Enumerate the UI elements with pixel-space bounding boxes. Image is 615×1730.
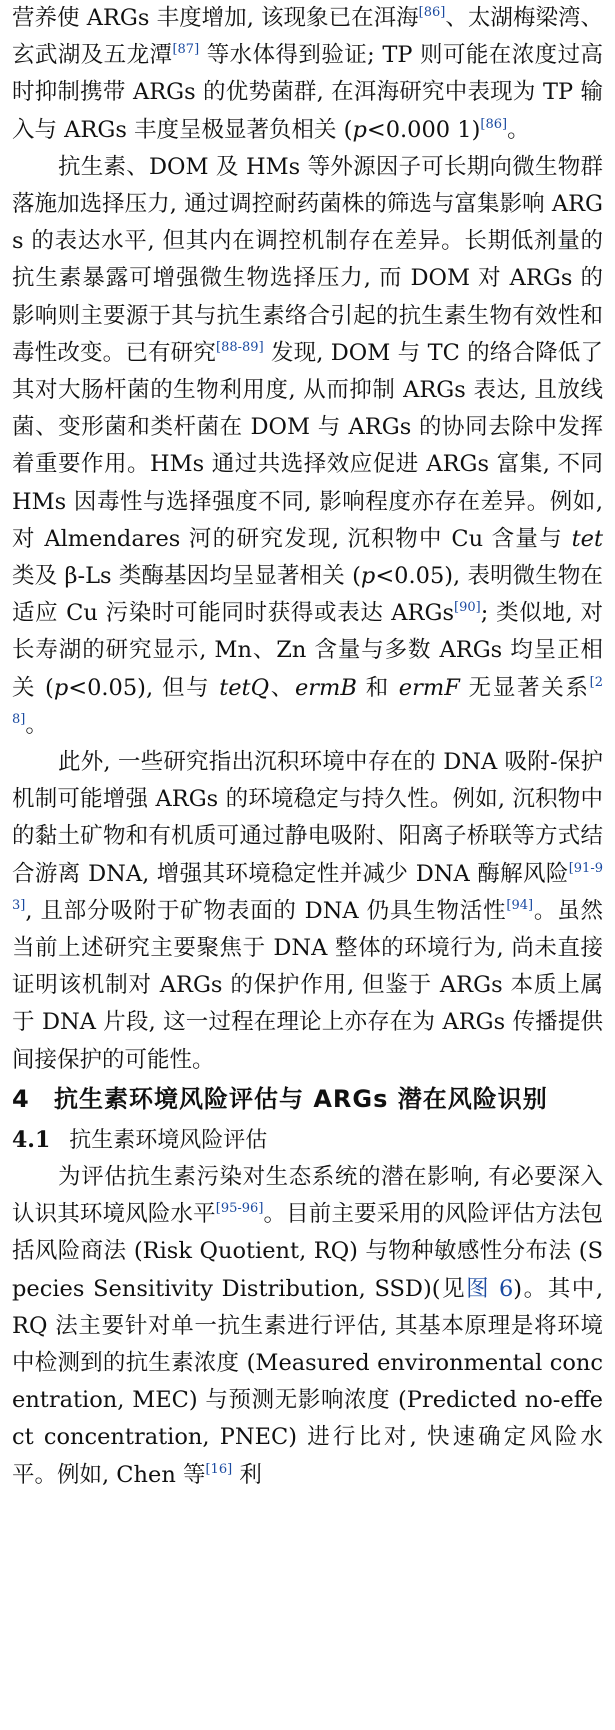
text-run: 。 (25, 711, 48, 738)
paragraph (12, 744, 603, 1079)
text-run: 。虽然当前上述研究主要聚焦于 DNA 整体的环境行为, 尚未直接证明该机制对 ARGs 的保护作用, 但鉴于 ARGs 本质上属于 DNA 片段, 这一过程在理论上亦存在为 ARGs 传播提供间接保护的可能性。 (12, 897, 603, 1073)
text-run: )。其中, RQ 法主要针对单一抗生素进行评估, 其基本原理是将环境中检测到的抗生素浓度 (Measured environmental concentration, MEC) 与预测无影响浓度 (Predicted no-effect concentration, PNEC) 进行比对, 快速确定风险水平。例如, Chen 等 (12, 1275, 603, 1488)
text-run: 、 (269, 674, 295, 701)
citation-ref[interactable]: [28] (12, 674, 603, 727)
text-run: ; 类似地, 对长寿湖的研究显示, Mn、Zn 含量与多数 ARGs 均呈正相关 ( (12, 600, 603, 701)
text-run: 利 (232, 1461, 262, 1488)
text-run: 发现, DOM 与 TC 的络合降低了其对大肠杆菌的生物利用度, 从而抑制 ARGs 表达, 且放线菌、变形菌和类杆菌在 DOM 与 ARGs 的协同去除中发挥着重要作用。HMs 通过共选择效应促进 ARGs 富集, 不同 HMs 因毒性与选择强度不同, 影响程度亦存在差异。例如, 对 Almendares 河的研究发现, 沉积物中 Cu 含量与 (12, 339, 603, 552)
italic-term: tet (571, 525, 603, 552)
figure-ref[interactable]: 图 6 (466, 1275, 514, 1302)
text-run: 为评估抗生素污染对生态系统的潜在影响, 有必要深入认识其环境风险水平 (12, 1163, 603, 1228)
text-run: <0.000 1) (366, 116, 481, 143)
italic-term: ermF (398, 674, 460, 701)
citation-ref[interactable]: [16] (205, 1461, 233, 1477)
paragraph (12, 0, 603, 149)
citation-ref[interactable]: [90] (454, 600, 481, 616)
paragraph (12, 149, 603, 744)
subsection-number: 4.1 (12, 1126, 51, 1153)
italic-term: p (53, 674, 69, 701)
citation-ref[interactable]: [87] (172, 42, 200, 58)
subsection-title: 抗生素环境风险评估 (69, 1127, 268, 1153)
text-run: 无显著关系 (459, 674, 590, 701)
citation-ref[interactable]: [86] (418, 5, 446, 20)
text-run: 等水体得到验证; TP 则可能在浓度过高时抑制携带 ARGs 的优势菌群, 在洱海研究中表现为 TP 输入与 ARGs 丰度呈极显著负相关 ( (12, 42, 603, 143)
subsection-heading (12, 1122, 603, 1159)
text-run: 。 (507, 116, 530, 143)
italic-term: p (360, 563, 376, 590)
citation-ref[interactable]: [86] (480, 116, 508, 132)
text-run: 营养使 ARGs 丰度增加, 该现象已在洱海 (12, 5, 419, 31)
citation-ref[interactable]: [95-96] (215, 1201, 264, 1217)
text-run: 类及 β-Ls 类酶基因均呈显著相关 ( (12, 563, 361, 590)
text-run: 抗生素、DOM 及 HMs 等外源因子可长期向微生物群落施加选择压力, 通过调控耐药菌株的筛选与富集影响 ARGs 的表达水平, 但其内在调控机制存在差异。长期低剂量的抗生素暴露可增强微生物选择压力, 而 DOM 对 ARGs 的影响则主要源于其与抗生素络合引起的抗生素生物有效性和毒性改变。已有研究 (12, 153, 603, 366)
italic-term: p (352, 116, 367, 143)
citation-ref[interactable]: [88-89] (216, 339, 264, 355)
text-run: <0.05), 表明微生物在适应 Cu 污染时可能同时获得或表达 ARGs (12, 563, 603, 627)
citation-ref[interactable]: [94] (506, 897, 534, 913)
text-run: , 且部分吸附于矿物表面的 DNA 仍具生物活性 (25, 897, 507, 924)
paragraph (12, 1159, 603, 1494)
text-run: 、太湖梅梁湾、玄武湖及五龙潭 (12, 5, 603, 69)
text-run: 。目前主要采用的风险评估方法包括风险商法 (Risk Quotient, RQ) 与物种敏感性分布法 (Species Sensitivity Distribution, SSD)(见 (12, 1201, 603, 1302)
text-run: 和 (356, 674, 399, 701)
section-number: 4 (12, 1084, 29, 1113)
section-heading (12, 1081, 603, 1118)
italic-term: tetQ (219, 674, 270, 701)
text-run: <0.05), 但与 (68, 674, 220, 701)
section-title: 抗生素环境风险评估与 ARGs 潜在风险识别 (54, 1084, 548, 1113)
text-run: 此外, 一些研究指出沉积环境中存在的 DNA 吸附-保护机制可能增强 ARGs 的环境稳定与持久性。例如, 沉积物中的黏土矿物和有机质可通过静电吸附、阳离子桥联等方式结合游离 DNA, 增强其环境稳定性并减少 DNA 酶解风险 (12, 749, 603, 887)
italic-term: ermB (294, 674, 357, 701)
citation-ref[interactable]: [91-93] (12, 860, 603, 913)
